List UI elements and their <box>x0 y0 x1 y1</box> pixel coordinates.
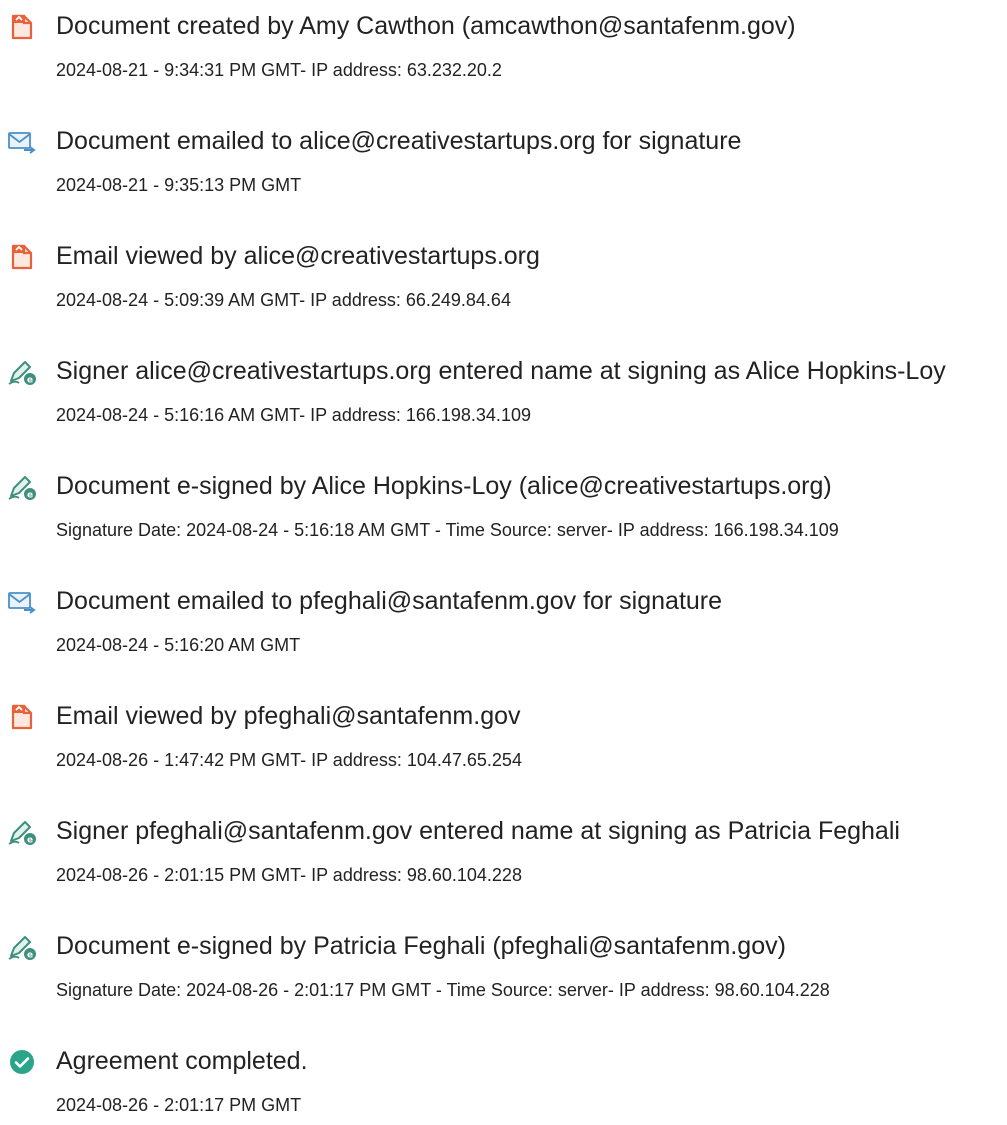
history-event-signer-entered-name <box>0 805 1007 895</box>
event-detail: Signature Date: 2024-08-24 - 5:16:18 AM GMT - Time Source: server- IP address: 166.198.34.109 <box>56 520 839 540</box>
event-detail: 2024-08-26 - 2:01:15 PM GMT- IP address: 98.60.104.228 <box>56 865 522 885</box>
history-event-signer-entered-name <box>0 345 1007 435</box>
svg-text:e: e <box>26 950 34 961</box>
event-title: Document e-signed by Alice Hopkins-Loy (alice@creativestartups.org) <box>56 472 832 500</box>
history-event-e-signed <box>0 460 1007 550</box>
event-detail: 2024-08-21 - 9:35:13 PM GMT <box>56 175 302 195</box>
event-title: Signer alice@creativestartups.org entered name at signing as Alice Hopkins-Loy <box>56 357 946 385</box>
event-title: Document emailed to pfeghali@santafenm.gov for signature <box>56 587 723 615</box>
event-title: Document emailed to alice@creativestartups.org for signature <box>56 127 742 155</box>
svg-text:e: e <box>26 375 34 386</box>
signer-pen-icon <box>7 357 37 387</box>
event-detail: Signature Date: 2024-08-26 - 2:01:17 PM GMT - Time Source: server- IP address: 98.60.104.228 <box>56 980 830 1000</box>
event-title: Agreement completed. <box>56 1047 308 1075</box>
event-detail: 2024-08-24 - 5:16:20 AM GMT <box>56 635 301 655</box>
event-detail: 2024-08-24 - 5:16:16 AM GMT- IP address: 166.198.34.109 <box>56 405 531 425</box>
svg-text:e: e <box>26 490 34 501</box>
email-sent-icon <box>7 127 37 157</box>
history-event-emailed <box>0 115 1007 205</box>
esigned-pen-icon <box>7 472 37 502</box>
history-event-e-signed <box>0 920 1007 1010</box>
event-detail: 2024-08-24 - 5:09:39 AM GMT- IP address: 66.249.84.64 <box>56 290 511 310</box>
event-title: Signer pfeghali@santafenm.gov entered name at signing as Patricia Feghali <box>56 817 900 845</box>
agreement-completed-icon <box>7 1047 37 1077</box>
event-title: Document e-signed by Patricia Feghali (pfeghali@santafenm.gov) <box>56 932 786 960</box>
history-event-document-created <box>0 0 1007 90</box>
history-event-email-viewed <box>0 690 1007 780</box>
history-event-agreement-completed <box>0 1035 1007 1125</box>
event-title: Document created by Amy Cawthon (amcawthon@santafenm.gov) <box>56 12 796 40</box>
event-title: Email viewed by pfeghali@santafenm.gov <box>56 702 521 730</box>
event-title: Email viewed by alice@creativestartups.org <box>56 242 540 270</box>
email-viewed-icon <box>7 242 37 272</box>
signer-pen-icon <box>7 817 37 847</box>
history-event-emailed <box>0 575 1007 665</box>
event-detail: 2024-08-26 - 2:01:17 PM GMT <box>56 1095 302 1115</box>
email-viewed-icon <box>7 702 37 732</box>
svg-text:e: e <box>26 835 34 846</box>
document-created-icon <box>7 12 37 42</box>
event-detail: 2024-08-26 - 1:47:42 PM GMT- IP address: 104.47.65.254 <box>56 750 522 770</box>
email-sent-icon <box>7 587 37 617</box>
event-detail: 2024-08-21 - 9:34:31 PM GMT- IP address: 63.232.20.2 <box>56 60 502 80</box>
esigned-pen-icon <box>7 932 37 962</box>
history-event-email-viewed <box>0 230 1007 320</box>
